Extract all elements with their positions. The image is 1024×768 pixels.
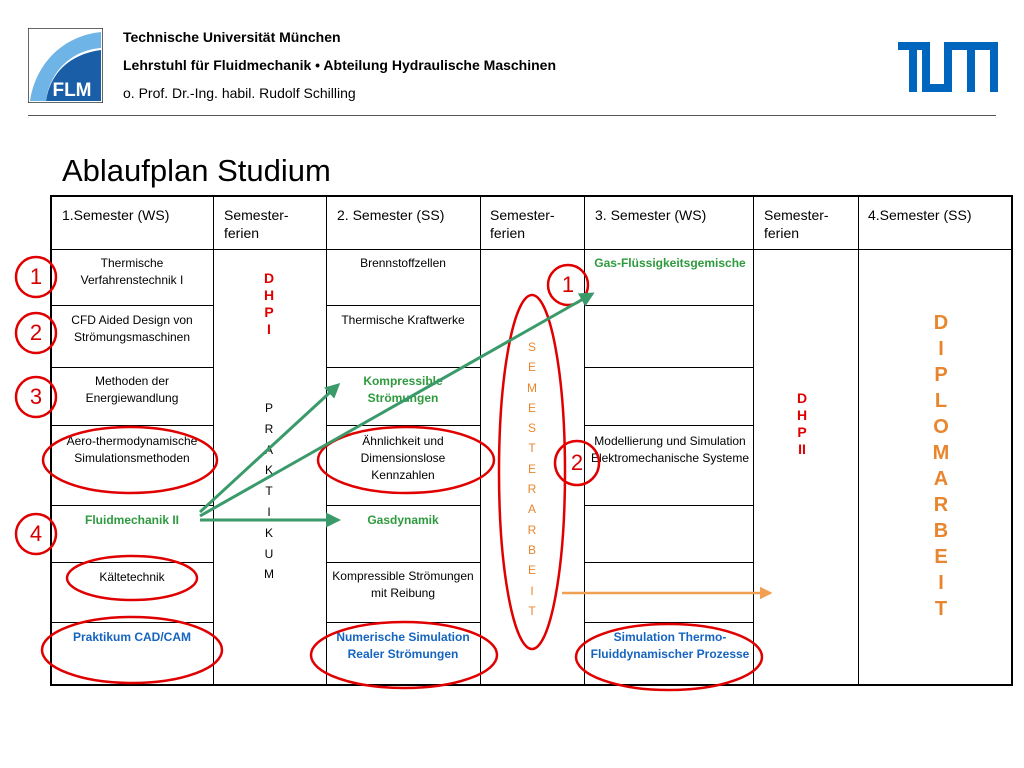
chair-name: Lehrstuhl für Fluidmechanik • Abteilung Hydraulische Maschinen — [123, 57, 557, 73]
course-numerische-simulation: Numerische Simulation Realer Strömungen — [336, 630, 470, 661]
course-thermische-verfahrenstechnik: Thermische Verfahrenstechnik I — [80, 256, 184, 287]
course-aero-thermodynamische-simulation: Aero-thermodynamische Simulationsmethoden — [66, 434, 198, 465]
praktikum-label: P R A K T I K U M — [264, 401, 274, 582]
course-kompressible-stroemungen: Kompressible Strömungen — [363, 374, 443, 405]
course-cfd-aided-design: CFD Aided Design von Strömungsmaschinen — [71, 313, 193, 344]
diplomarbeit-label: D I P L O M A R B E I T — [932, 312, 950, 620]
university-name: Technische Universität München — [123, 29, 341, 45]
course-thermische-kraftwerke: Thermische Kraftwerke — [341, 313, 465, 327]
course-methoden-energiewandlung: Methoden der Energiewandlung — [85, 374, 179, 405]
course-kompressible-stroemungen-reibung: Kompressible Strömungen mit Reibung — [332, 569, 474, 600]
professor-name: o. Prof. Dr.-Ing. habil. Rudolf Schilling — [123, 85, 356, 101]
marker-number-3: 3 — [29, 384, 43, 409]
dhp-1-label: D H P I — [263, 270, 275, 337]
course-gasdynamik: Gasdynamik — [367, 513, 439, 527]
course-kaeltetechnik: Kältetechnik — [99, 570, 165, 584]
highlight-praktikum-cad-cam — [42, 617, 222, 683]
column-header-break-3: Semester-ferien — [764, 207, 829, 241]
arrow-to-gas-fluessigkeitsgemische — [200, 294, 592, 516]
marker-number-1: 1 — [29, 264, 43, 289]
highlight-kaeltetechnik — [67, 556, 197, 600]
highlight-aero-thermodynamische — [43, 427, 217, 493]
marker-number-1b: 1 — [561, 272, 575, 297]
marker-number-2b: 2 — [570, 450, 584, 475]
highlight-simulation-thermo — [576, 624, 762, 690]
page-title: Ablaufplan Studium — [62, 153, 331, 188]
column-header-break-2: Semester-ferien — [490, 207, 555, 241]
dhp-2-label: D H P II — [796, 390, 808, 457]
course-aehnlichkeit-kennzahlen: Ähnlichkeit und Dimensionslose Kennzahlen — [360, 434, 446, 482]
course-simulation-thermo-fluiddynamik: Simulation Thermo-Fluiddynamischer Prozesse — [590, 630, 750, 661]
course-fluidmechanik-2: Fluidmechanik II — [84, 513, 180, 527]
semesterarbeit-label: S E M E S T E R A R B E I T — [527, 340, 537, 618]
column-header-semester-4: 4.Semester (SS) — [868, 207, 972, 223]
column-header-break-1: Semester-ferien — [224, 207, 289, 241]
highlight-aehnlichkeit — [318, 427, 494, 493]
course-gas-fluessigkeitsgemische: Gas-Flüssigkeitsgemische — [594, 256, 746, 270]
column-header-semester-1: 1.Semester (WS) — [62, 207, 170, 223]
course-brennstoffzellen: Brennstoffzellen — [360, 256, 446, 270]
course-praktikum-cad-cam: Praktikum CAD/CAM — [72, 630, 192, 644]
marker-number-4: 4 — [29, 521, 43, 546]
column-header-semester-2: 2. Semester (SS) — [337, 207, 445, 223]
flm-logo-text: FLM — [52, 80, 92, 101]
marker-number-2: 2 — [29, 320, 43, 345]
course-modellierung-simulation: Modellierung und Simulation Elektromechanische Systeme — [590, 434, 750, 465]
highlight-numerische-simulation — [311, 622, 497, 688]
highlight-semesterarbeit — [499, 295, 565, 649]
column-header-semester-3: 3. Semester (WS) — [595, 207, 707, 223]
